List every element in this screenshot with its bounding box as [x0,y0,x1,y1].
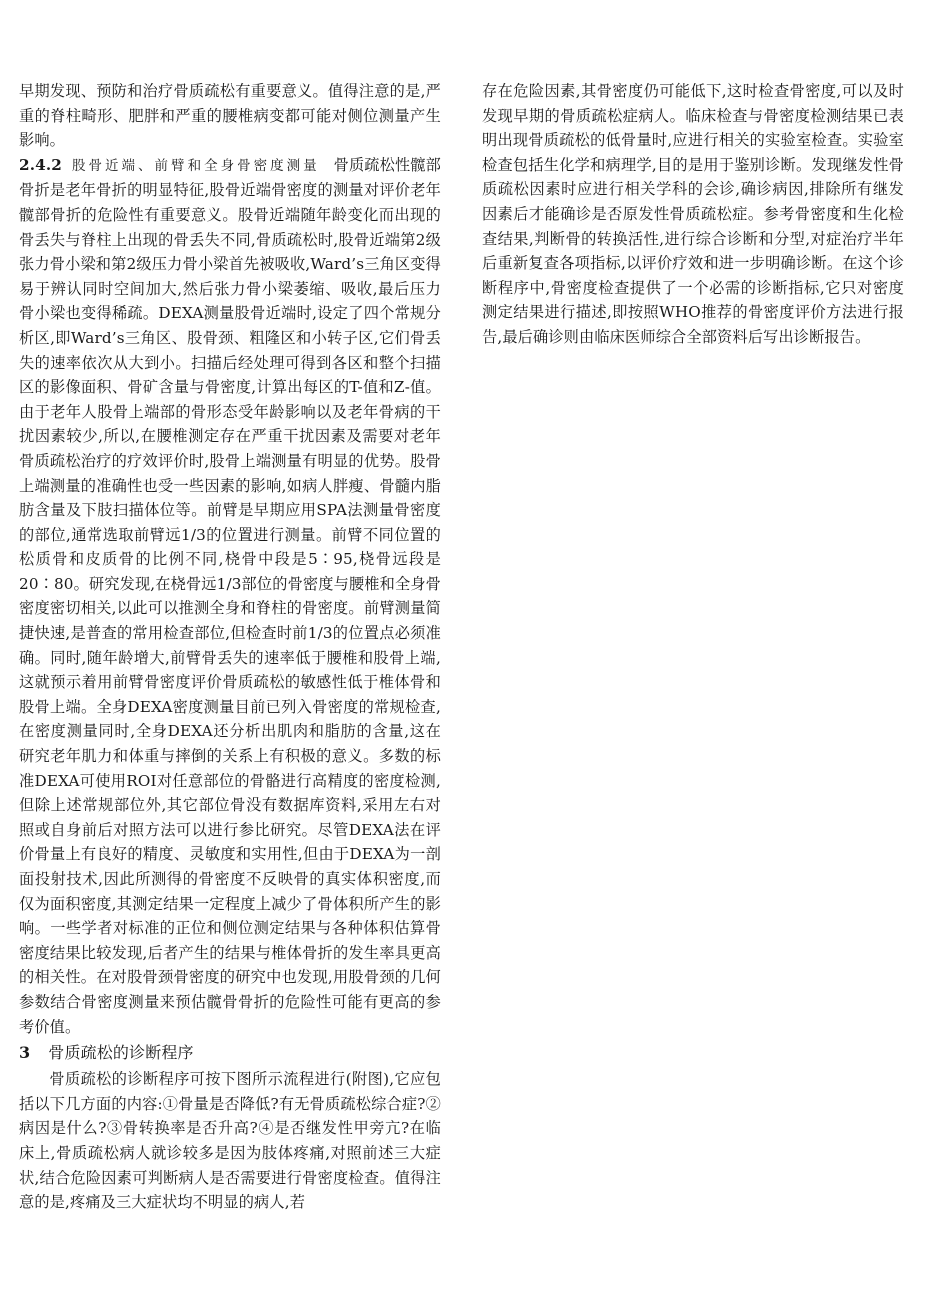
paragraph-continued-right: 存在危险因素,其骨密度仍可能低下,这时检查骨密度,可以及时发现早期的骨质疏松症病人。临床检查与骨密度检测结果已表明出现骨质疏松的低骨量时,应进行相关的实验室检查。实验室检查包括生化学和病理学,目的是用于鉴别诊断。发现继发性骨质疏松因素时应进行相关学科的会诊,确诊病因,排除所有继发因素后才能确诊是否原发性骨质疏松症。参考骨密度和生化检查结果,判断骨的转换活性,进行综合诊断和分型,对症治疗半年后重新复查各项指标,以评价疗效和进一步明确诊断。在这个诊断程序中,骨密度检查提供了一个必需的诊断指标,它只对密度测定结果进行描述,即按照WHO推荐的骨密度评价方法进行报告,最后确诊则由临床医师综合全部资料后写出诊断报告。 [482,82,904,346]
subsection-title: 股骨近端、前臂和全身骨密度测量 [72,157,320,174]
right-column [482,79,904,350]
section-heading [19,1041,441,1065]
subsection-number: 2.4.2 [19,155,63,174]
section-number: 3 [19,1043,31,1063]
left-column [19,79,441,1215]
subsection-body: 骨质疏松性髋部骨折是老年骨折的明显特征,股骨近端骨密度的测量对评价老年髋部骨折的危险性有重要意义。股骨近端随年龄变化而出现的骨丢失与脊柱上出现的骨丢失不同,骨质疏松时,股骨近端第2级张力骨小梁和第2级压力骨小梁首先被吸收,Ward’s三角区变得易于辨认同时空间加大,然后张力骨小梁萎缩、吸收,最后压力骨小梁也变得稀疏。DEXA测量股骨近端时,设定了四个常规分析区,即Ward’s三角区、股骨颈、粗隆区和小转子区,它们骨丢失的速率依次从大到小。扫描后经处理可得到各区和整个扫描区的影像面积、骨矿含量与骨密度,计算出每区的T-值和Z-值。由于老年人股骨上端部的骨形态受年龄影响以及老年骨病的干扰因素较少,所以,在腰椎测定存在严重干扰因素及需要对老年骨质疏松治疗的疗效评价时,股骨上端测量有明显的优势。股骨上端测量的准确性也受一些因素的影响,如病人胖瘦、骨髓内脂肪含量及下肢扫描体位等。前臂是早期应用SPA法测量骨密度的部位,通常选取前臂远1/3的位置进行测量。前臂不同位置的松质骨和皮质骨的比例不同,桡骨中段是5∶95,桡骨远段是20∶80。研究发现,在桡骨远1/3部位的骨密度与腰椎和全身骨密度密切相关,以此可以推测全身和脊柱的骨密度。前臂测量简捷快速,是普查的常用检查部位,但检查时前1/3的位置点必须准确。同时,随年龄增大,前臂骨丢失的速率低于腰椎和股骨上端,这就预示着用前臂骨密度评价骨质疏松的敏感性低于椎体骨和股骨上端。全身DEXA密度测量目前已列入骨密度的常规检查,在密度测量同时,全身DEXA还分析出肌肉和脂肪的含量,这在研究老年肌力和体重与摔倒的关系上有积极的意义。多数的标准DEXA可使用ROI对任意部位的骨骼进行高精度的密度检测,但除上述常规部位外,其它部位骨没有数据库资料,采用左右对照或自身前后对照方法可以进行参比研究。尽管DEXA法在评价骨量上有良好的精度、灵敏度和实用性,但由于DEXA为一剖面投射技术,因此所测得的骨密度不反映骨的真实体积密度,而仅为面积密度,其测定结果一定程度上减少了骨体积所产生的影响。一些学者对标准的正位和侧位测定结果与各种体积估算骨密度结果比较发现,后者产生的结果与椎体骨折的发生率具更高的相关性。在对股骨颈骨密度的研究中也发现,用股骨颈的几何参数结合骨密度测量来预估髋骨骨折的危险性可能有更高的参考价值。 [19,155,441,1036]
section-body: 骨质疏松的诊断程序可按下图所示流程进行(附图),它应包括以下几方面的内容:①骨量是否降低?有无骨质疏松综合症?②病因是什么?③骨转换率是否升高?④是否继发性甲旁亢?在临床上,骨质疏松病人就诊较多是因为肢体疼痛,对照前述三大症状,结合危险因素可判断病人是否需要进行骨密度检查。值得注意的是,疼痛及三大症状均不明显的病人,若 [19,1070,441,1212]
paragraph-continued: 早期发现、预防和治疗骨质疏松有重要意义。值得注意的是,严重的脊柱畸形、肥胖和严重的腰椎病变都可能对侧位测量产生影响。 [19,82,441,150]
section-title: 骨质疏松的诊断程序 [48,1043,194,1063]
subsection-2-4-2 [19,153,441,1039]
